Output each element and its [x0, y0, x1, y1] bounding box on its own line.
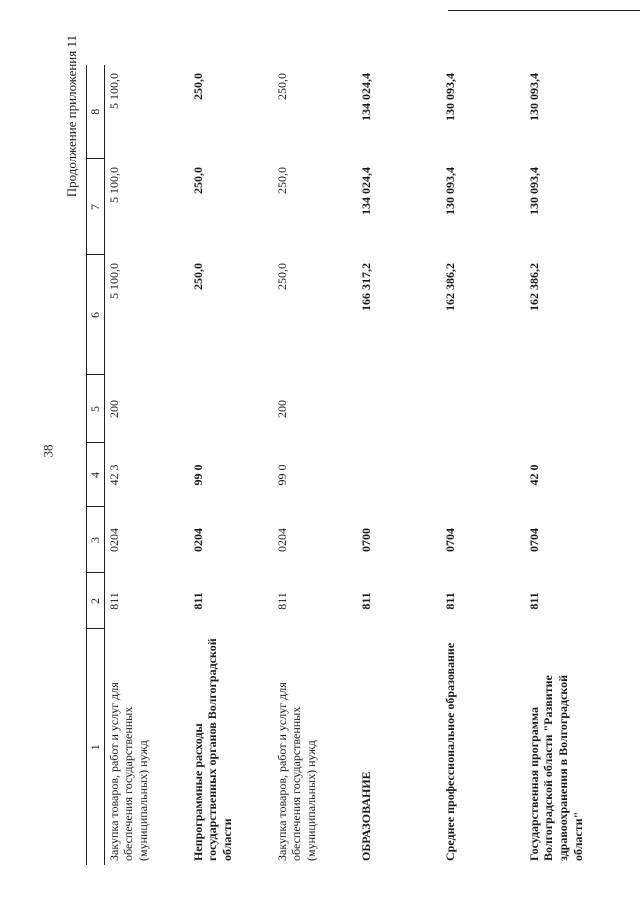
header-cell: 4: [87, 443, 105, 507]
cell-amount-8: 5 100,0: [106, 73, 121, 109]
cell-ministry: 811: [526, 592, 541, 610]
header-cell: 2: [87, 573, 105, 629]
cell-program: 99 0: [190, 464, 205, 486]
table-row: [525, 65, 609, 865]
cell-amount-8: 250,0: [274, 73, 289, 100]
cell-expense-type: [441, 375, 525, 443]
cell-ministry: 811: [358, 592, 373, 610]
header-cell: 3: [87, 507, 105, 573]
cell-amount-7: 134 024,4: [358, 167, 373, 215]
cell-amount-6: 5 100,0: [106, 263, 121, 299]
cell-ministry: 811: [274, 592, 289, 610]
cell-program: 42 3: [106, 464, 121, 486]
cell-ministry: 811: [190, 592, 205, 610]
cell-expense-type: [525, 375, 609, 443]
cell-section: 0704: [526, 528, 541, 552]
cell-program: 99 0: [274, 464, 289, 486]
header-cell: 7: [87, 159, 105, 255]
page-number: 38: [40, 444, 56, 458]
cell-section: 0704: [442, 528, 457, 552]
top-rule: [448, 10, 640, 11]
cell-section: 0700: [358, 528, 373, 552]
cell-amount-8: 130 093,4: [442, 73, 457, 121]
continuation-caption: Продолжение приложения 11: [64, 35, 79, 198]
row-name: Государственная программа Волгоградской области "Развитие здравоохранения в Волгоградской области": [526, 674, 585, 861]
row-name: Закупка товаров, работ и услуг для обеспечения государственных (муниципальных) нужд: [274, 682, 318, 861]
row-name: Среднее профессиональное образование: [442, 642, 457, 861]
cell-amount-8: 134 024,4: [358, 73, 373, 121]
table-row: [273, 65, 357, 865]
cell-section: 0204: [190, 528, 205, 552]
header-row: [87, 65, 105, 865]
cell-amount-8: 250,0: [190, 73, 205, 100]
cell-amount-7: 130 093,4: [442, 167, 457, 215]
cell-amount-7: 130 093,4: [526, 167, 541, 215]
table-row: [441, 65, 525, 865]
rotated-page-content: [66, 25, 606, 885]
cell-program: [441, 443, 525, 507]
row-name: Непрограммные расходы государственных органов Волгоградской области: [190, 638, 234, 861]
header-cell: 6: [87, 255, 105, 375]
cell-amount-7: 250,0: [190, 167, 205, 194]
cell-expense-type: [189, 375, 273, 443]
cell-section: 0204: [106, 528, 121, 552]
table-row: [189, 65, 273, 865]
cell-expense-type: 200: [274, 400, 289, 418]
row-name: Закупка товаров, работ и услуг для обеспечения государственных (муниципальных) нужд: [106, 682, 150, 861]
cell-amount-7: 5 100,0: [106, 167, 121, 203]
cell-amount-6: 162 386,2: [442, 263, 457, 311]
cell-amount-6: 162 386,2: [526, 263, 541, 311]
cell-section: 0204: [274, 528, 289, 552]
cell-amount-6: 166 317,2: [358, 263, 373, 311]
row-name: ОБРАЗОВАНИЕ: [358, 771, 373, 861]
header-cell: 5: [87, 375, 105, 443]
cell-amount-8: 130 093,4: [526, 73, 541, 121]
cell-amount-7: 250,0: [274, 167, 289, 194]
cell-ministry: 811: [442, 592, 457, 610]
table-row: [357, 65, 441, 865]
budget-table: [86, 65, 609, 865]
cell-expense-type: 200: [106, 400, 121, 418]
cell-expense-type: [357, 375, 441, 443]
cell-program: 42 0: [526, 464, 541, 486]
cell-amount-6: 250,0: [190, 263, 205, 290]
table-row: [104, 65, 189, 865]
cell-ministry: 811: [106, 592, 121, 610]
header-cell: 1: [87, 629, 105, 865]
cell-amount-6: 250,0: [274, 263, 289, 290]
header-cell: 8: [87, 65, 105, 159]
cell-program: [357, 443, 441, 507]
